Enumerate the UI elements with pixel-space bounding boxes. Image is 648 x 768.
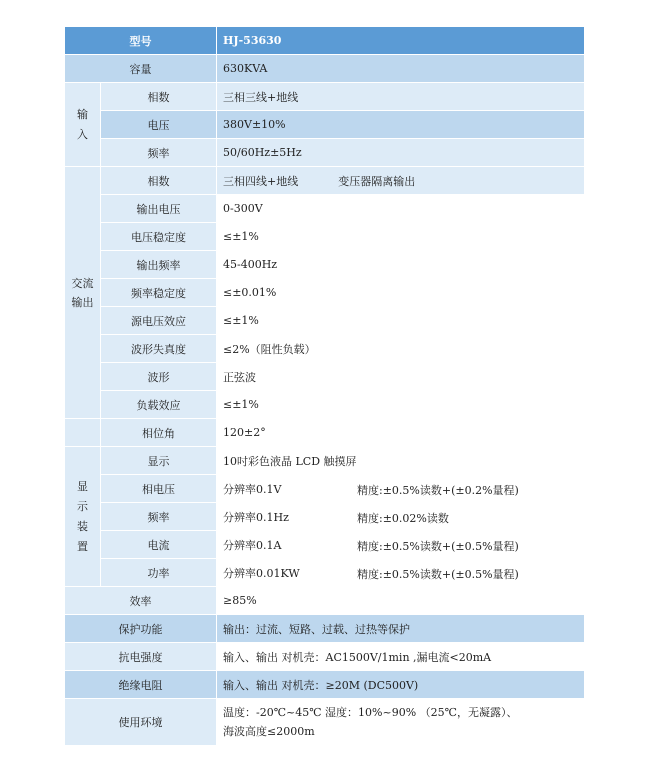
- insulation-row: [65, 671, 585, 699]
- efficiency-value: ≥85%: [217, 587, 585, 615]
- protection-value: 输出：过流、短路、过载、过热等保护: [217, 615, 585, 643]
- input-voltage-label: 电压: [101, 111, 217, 139]
- dielectric-label: 抗电强度: [65, 643, 217, 671]
- display-group-label: [65, 447, 101, 587]
- display-frequency-precision: 精度:±0.02%读数: [357, 512, 449, 525]
- ac-load-effect-label: 负载效应: [101, 391, 217, 419]
- input-frequency-label: 频率: [101, 139, 217, 167]
- display-power-precision: 精度:±0.5%读数+(±0.5%量程): [357, 568, 519, 581]
- model-row: [65, 27, 585, 55]
- display-phase-voltage-resolution: 分辨率0.1V: [223, 482, 282, 496]
- phase-angle-label: 相位角: [101, 419, 217, 447]
- input-row-voltage: [65, 111, 585, 139]
- phase-angle-row: [65, 419, 585, 447]
- display-row-frequency: [65, 503, 585, 531]
- display-phase-voltage-cell: [217, 475, 585, 503]
- spec-table: [64, 26, 585, 746]
- input-voltage-value: 380V±10%: [217, 111, 585, 139]
- ac-row-voltage-stability: [65, 223, 585, 251]
- ac-phase-text: 三相四线+地线: [223, 174, 299, 188]
- ac-phase-note: 变压器隔离输出: [338, 174, 416, 188]
- capacity-label: 容量: [65, 55, 217, 83]
- ac-output-group-label: [65, 167, 101, 419]
- display-power-resolution: 分辨率0.01KW: [223, 566, 300, 580]
- display-screen-value: 10吋彩色液晶 LCD 触摸屏: [217, 447, 585, 475]
- input-phase-value: 三相三线+地线: [217, 83, 585, 111]
- display-row-power: [65, 559, 585, 587]
- ac-row-phase: [65, 167, 585, 195]
- ac-output-voltage-value: 0-300V: [217, 195, 585, 223]
- ac-load-effect-value: ≤±1%: [217, 391, 585, 419]
- ac-phase-value: [217, 167, 585, 195]
- dielectric-value: 输入、输出 对机壳：AC1500V/1min ,漏电流<20mA: [217, 643, 585, 671]
- dielectric-row: [65, 643, 585, 671]
- model-label: 型号: [65, 27, 217, 55]
- ac-distortion-value: ≤2%（阻性负载）: [217, 335, 585, 363]
- phase-angle-spacer: [65, 419, 101, 447]
- model-value: HJ-53630: [217, 27, 585, 55]
- display-current-cell: [217, 531, 585, 559]
- input-row-frequency: [65, 139, 585, 167]
- display-screen-label: 显示: [101, 447, 217, 475]
- environment-row: [65, 699, 585, 746]
- environment-label: 使用环境: [65, 699, 217, 746]
- ac-voltage-stability-label: 电压稳定度: [101, 223, 217, 251]
- ac-output-group-text: 交流输出: [71, 276, 94, 309]
- ac-row-frequency-stability: [65, 279, 585, 307]
- display-row-screen: [65, 447, 585, 475]
- efficiency-label: 效率: [65, 587, 217, 615]
- input-group-text: 输入: [77, 107, 88, 141]
- ac-output-voltage-label: 输出电压: [101, 195, 217, 223]
- phase-angle-value: 120±2°: [217, 419, 585, 447]
- ac-row-load-effect: [65, 391, 585, 419]
- display-row-current: [65, 531, 585, 559]
- ac-output-frequency-value: 45-400Hz: [217, 251, 585, 279]
- display-current-label: 电流: [101, 531, 217, 559]
- ac-row-source-effect: [65, 307, 585, 335]
- environment-line-2: 海波高度≤2000m: [223, 725, 315, 738]
- display-frequency-cell: [217, 503, 585, 531]
- ac-row-waveform: [65, 363, 585, 391]
- ac-frequency-stability-label: 频率稳定度: [101, 279, 217, 307]
- capacity-value: 630KVA: [217, 55, 585, 83]
- capacity-row: [65, 55, 585, 83]
- input-frequency-value: 50/60Hz±5Hz: [217, 139, 585, 167]
- environment-line-1: 温度：-20℃~45℃ 湿度：10%~90% （25℃，无凝露）、: [223, 706, 518, 719]
- ac-phase-label: 相数: [101, 167, 217, 195]
- display-phase-voltage-label: 相电压: [101, 475, 217, 503]
- insulation-value: 输入、输出 对机壳：≥20M (DC500V): [217, 671, 585, 699]
- ac-distortion-label: 波形失真度: [101, 335, 217, 363]
- ac-waveform-label: 波形: [101, 363, 217, 391]
- ac-row-output-frequency: [65, 251, 585, 279]
- ac-output-frequency-label: 输出频率: [101, 251, 217, 279]
- ac-row-output-voltage: [65, 195, 585, 223]
- input-phase-label: 相数: [101, 83, 217, 111]
- ac-frequency-stability-value: ≤±0.01%: [217, 279, 585, 307]
- ac-source-effect-value: ≤±1%: [217, 307, 585, 335]
- display-current-precision: 精度:±0.5%读数+(±0.5%量程): [357, 540, 519, 553]
- ac-voltage-stability-value: ≤±1%: [217, 223, 585, 251]
- display-current-resolution: 分辨率0.1A: [223, 538, 282, 552]
- display-row-phase-voltage: [65, 475, 585, 503]
- ac-waveform-value: 正弦波: [217, 363, 585, 391]
- protection-row: [65, 615, 585, 643]
- display-frequency-resolution: 分辨率0.1Hz: [223, 510, 289, 524]
- input-group-label: [65, 83, 101, 167]
- display-power-cell: [217, 559, 585, 587]
- input-row-phase: [65, 83, 585, 111]
- environment-value: [217, 699, 585, 746]
- insulation-label: 绝缘电阻: [65, 671, 217, 699]
- display-group-text: 显示装置: [77, 479, 88, 553]
- protection-label: 保护功能: [65, 615, 217, 643]
- display-phase-voltage-precision: 精度:±0.5%读数+(±0.2%量程): [357, 484, 519, 497]
- display-frequency-label: 频率: [101, 503, 217, 531]
- display-power-label: 功率: [101, 559, 217, 587]
- ac-row-distortion: [65, 335, 585, 363]
- efficiency-row: [65, 587, 585, 615]
- ac-source-effect-label: 源电压效应: [101, 307, 217, 335]
